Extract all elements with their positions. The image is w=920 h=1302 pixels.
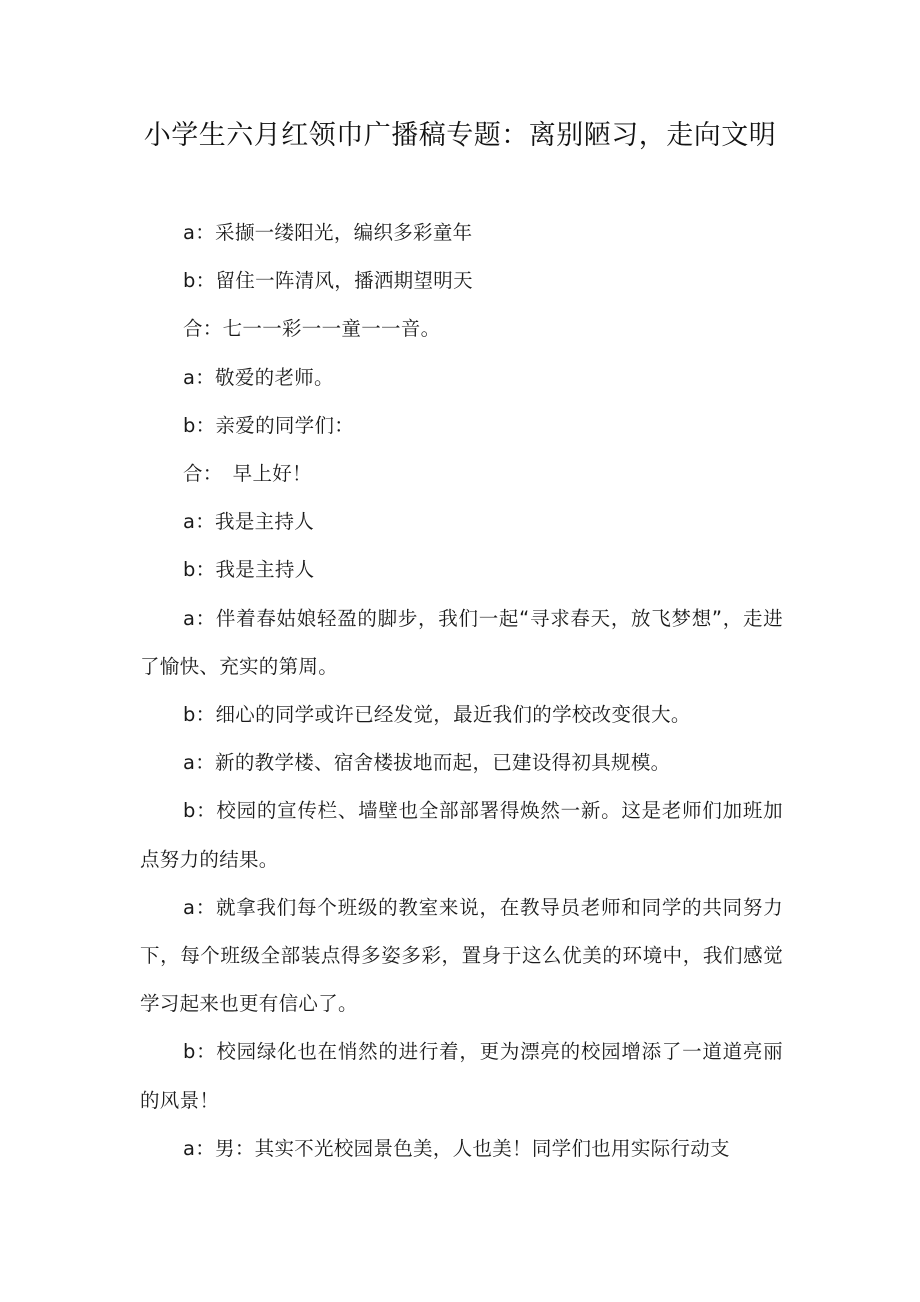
paragraph: b：校园绿化也在悄然的进行着，更为漂亮的校园增添了一道道亮丽的风景！ (140, 1040, 783, 1112)
paragraph: 合： 早上好！ (183, 462, 312, 486)
paragraph: a：伴着春姑娘轻盈的脚步，我们一起“寻求春天，放飞梦想”，走进了愉快、充实的第周。 (140, 606, 783, 678)
paragraph: a：我是主持人 (183, 510, 315, 534)
paragraph: a：采撷一缕阳光，编织多彩童年 (183, 221, 473, 244)
paragraph: b：校园的宣传栏、墙壁也全部部署得焕然一新。这是老师们加班加点努力的结果。 (140, 799, 783, 871)
document-body (140, 209, 783, 1173)
paragraph: b：细心的同学或许已经发觉，最近我们的学校改变很大。 (183, 703, 691, 727)
paragraph: a：敬爱的老师。 (183, 365, 334, 389)
paragraph: 合：七一一彩一一童一一音。 (183, 317, 441, 341)
paragraph: a：新的教学楼、宿舍楼拔地而起，已建设得初具规模。 (183, 751, 671, 775)
paragraph: a：就拿我们每个班级的教室来说，在教导员老师和同学的共同努力下，每个班级全部装点得多姿多彩，置身于这么优美的环境中，我们感觉学习起来也更有信心了。 (140, 895, 783, 1016)
paragraph: b：我是主持人 (183, 558, 315, 582)
paragraph: b：留住一阵清风，播洒期望明天 (183, 269, 473, 293)
paragraph: a：男：其实不光校园景色美，人也美！同学们也用实际行动支 (183, 1136, 730, 1160)
document-title: 小学生六月红领巾广播稿专题：离别陋习，走向文明 (143, 120, 777, 151)
paragraph: b：亲爱的同学们： (183, 413, 355, 437)
